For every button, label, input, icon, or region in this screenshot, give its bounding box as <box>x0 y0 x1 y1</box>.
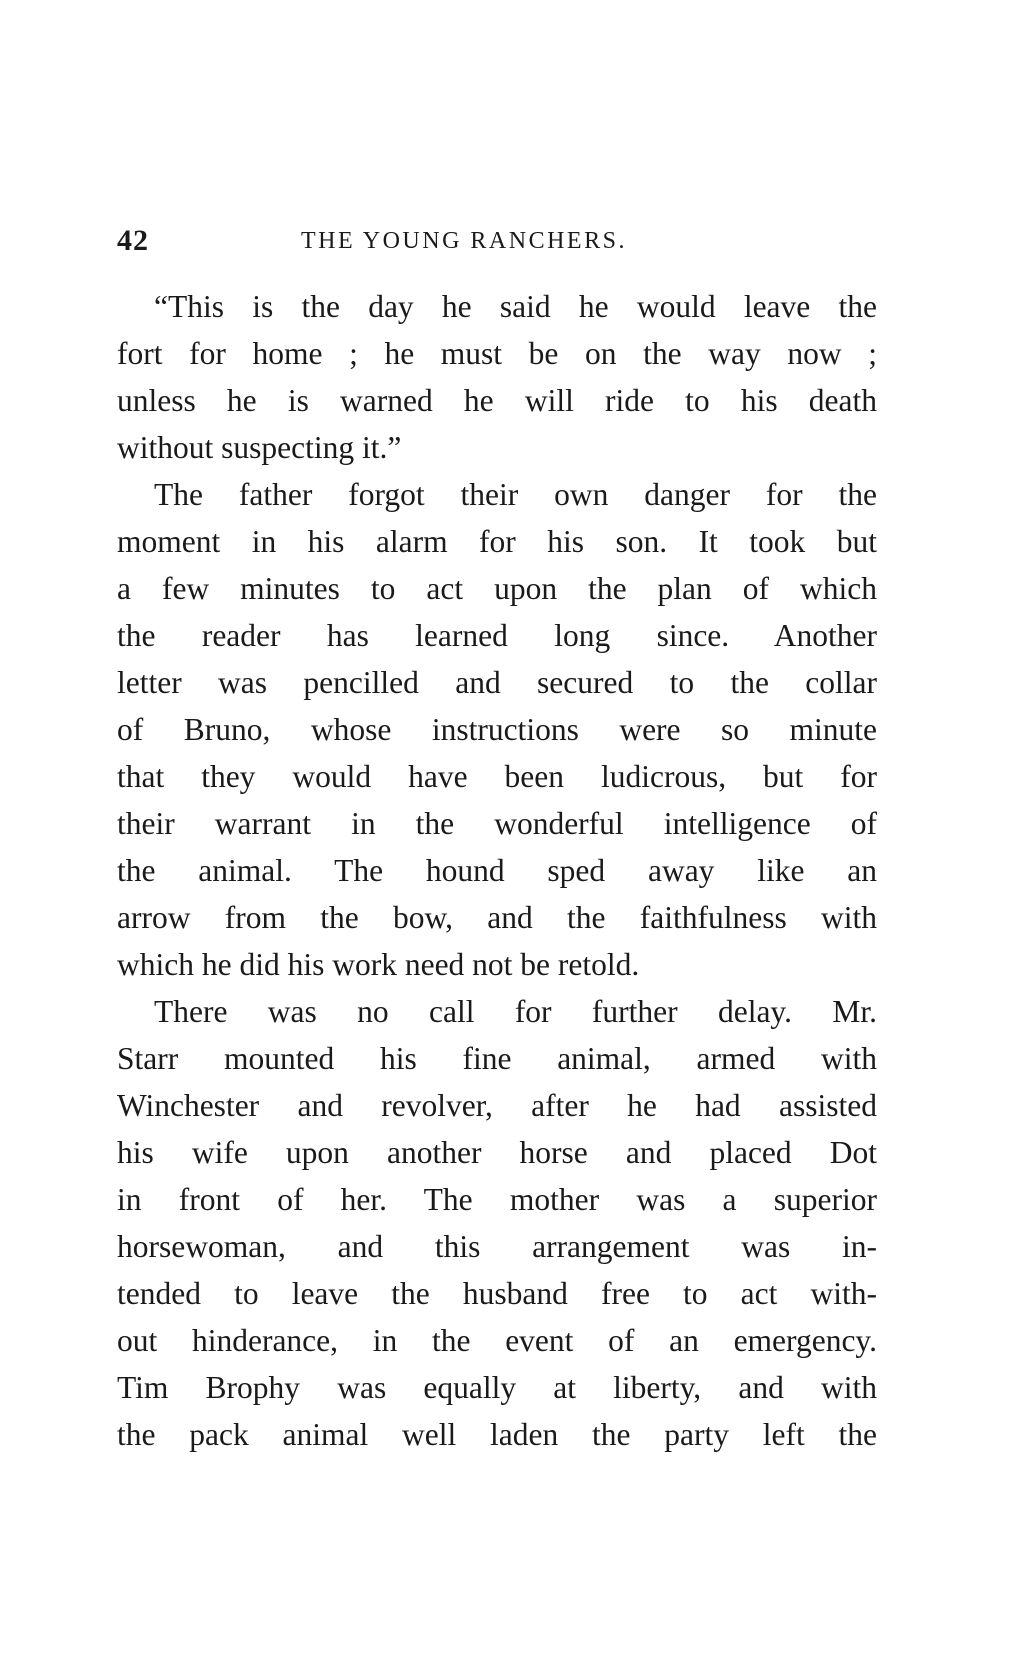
text-line: a few minutes to act upon the plan of which <box>117 571 877 606</box>
text-line: in front of her. The mother was a superior <box>117 1182 877 1217</box>
text-line: arrow from the bow, and the faithfulness with <box>117 900 877 935</box>
page-number: 42 <box>117 224 149 257</box>
text-line: without suspecting it.” <box>117 430 402 465</box>
text-line: the reader has learned long since. Another <box>117 618 877 653</box>
text-line: out hinderance, in the event of an emergency. <box>117 1323 877 1358</box>
text-line: Tim Brophy was equally at liberty, and with <box>117 1370 877 1405</box>
text-line: unless he is warned he will ride to his death <box>117 383 877 418</box>
text-line: Starr mounted his fine animal, armed with <box>117 1041 877 1076</box>
text-line: their warrant in the wonderful intelligence of <box>117 806 877 841</box>
text-line: the animal. The hound sped away like an <box>117 853 877 888</box>
text-line: “This is the day he said he would leave the <box>154 289 877 324</box>
running-title: THE YOUNG RANCHERS. <box>301 228 627 254</box>
page-header <box>117 216 877 266</box>
text-line: The father forgot their own danger for the <box>154 477 877 512</box>
text-line: the pack animal well laden the party left the <box>117 1417 877 1452</box>
text-line: horsewoman, and this arrangement was in- <box>117 1229 877 1264</box>
text-line: which he did his work need not be retold. <box>117 947 640 982</box>
text-line: tended to leave the husband free to act with- <box>117 1276 877 1311</box>
text-line: moment in his alarm for his son. It took but <box>117 524 877 559</box>
text-line: There was no call for further delay. Mr. <box>154 994 877 1029</box>
text-line: his wife upon another horse and placed Dot <box>117 1135 877 1170</box>
text-line: letter was pencilled and secured to the collar <box>117 665 877 700</box>
text-line: that they would have been ludicrous, but for <box>117 759 877 794</box>
text-line: fort for home ; he must be on the way now ; <box>117 336 877 371</box>
body-text <box>117 283 877 1458</box>
text-line: Winchester and revolver, after he had assisted <box>117 1088 877 1123</box>
text-line: of Bruno, whose instructions were so minute <box>117 712 877 747</box>
